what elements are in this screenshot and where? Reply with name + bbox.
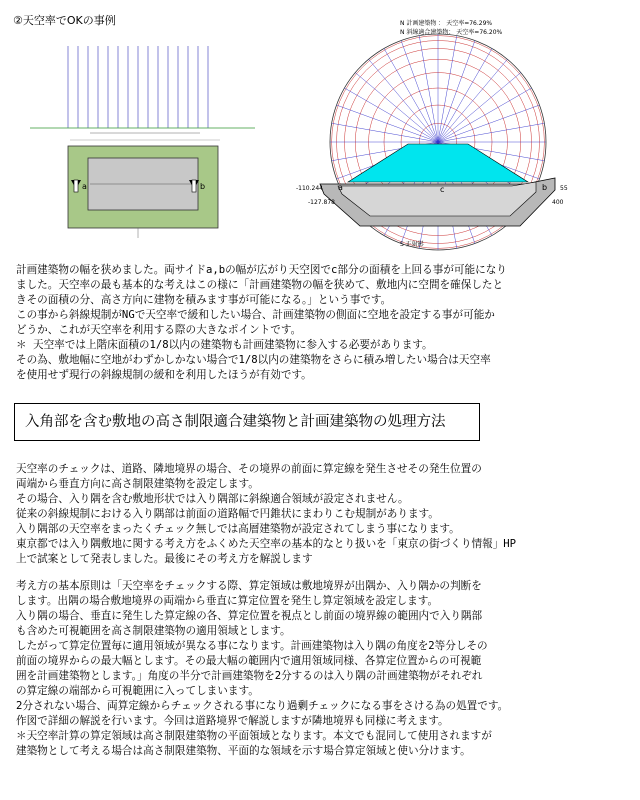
legend-planned: N 計画建築物 ： 天空率=76.29% xyxy=(400,20,493,27)
text-line: 東京都では入り隅敷地に関する考え方をふくめた天空率の基本的なとり扱いを「東京の街づくり情報」HP xyxy=(16,538,517,550)
paragraph-3 xyxy=(16,579,626,759)
text-line: その為、敷地幅に空地がわずかしかない場合で1/8以内の建築物をさらに積み増したい場合は天空率 xyxy=(16,354,491,366)
text-line: ました。天空率の最も基本的な考えはこの様に「計画建築物の幅を狭めて、敷地内に空間を確保したと xyxy=(16,279,504,291)
text-line: 囲を計画建築物とします。」角度の半分で計画建築物を2分するのは入り隅の計画建築物がそれぞれ xyxy=(16,670,483,682)
text-line: 上で試案として発表しました。最後にその考え方を解説します xyxy=(16,553,313,565)
section-heading: 入角部を含む敷地の高さ制限適合建築物と計画建築物の処理方法 xyxy=(14,403,480,441)
value-left-1: -110.244 xyxy=(296,185,323,192)
text-line: 従来の斜線規制における入り隅部は前面の道路幅で円錐状にまわりこむ規制があります。 xyxy=(16,508,439,520)
value-right-1: 55 xyxy=(560,185,568,192)
text-line: 計画建築物の幅を狭めました。両サイドa,bの幅が広がり天空図でc部分の面積を上回る事が可能になり xyxy=(16,264,507,276)
value-left-2: -127.878 xyxy=(308,199,335,206)
paragraph-1 xyxy=(16,263,626,383)
value-right-2: 400 xyxy=(552,199,564,206)
text-line: ＊天空率計算の算定領域は高さ制限建築物の平面領域となります。本文でも混同して使用されますが xyxy=(16,730,492,742)
text-line: きその面積の分、高さ方向に建物を積みます事が可能になる。」という事です。 xyxy=(16,294,392,306)
text-line: も含めた可視範囲を高さ制限建築物の適用領域とします。 xyxy=(16,625,291,637)
paragraph-2 xyxy=(16,462,626,567)
text-line: その場合、入り隅を含む敷地形状では入り隅部に斜線適合領域が設定されません。 xyxy=(16,493,409,505)
text-line: 天空率のチェックは、道路、隣地境界の場合、その境界の前面に算定線を発生させその発生位置の xyxy=(16,463,482,475)
label-a: a xyxy=(338,183,343,192)
legend-conforming: N 斜線適合建築物： 天空率=76.20% xyxy=(400,29,503,36)
label-a-left: a xyxy=(82,182,87,191)
label-b: b xyxy=(542,183,548,192)
text-line: 前面の境界からの最大幅とします。その最大幅の範囲内で適用領域同様、各算定位置からの可視範 xyxy=(16,655,482,667)
site-plan-figure xyxy=(30,28,255,258)
text-line: 考え方の基本原則は「天空率をチェックする際、算定領域は敷地境界が出隅か、入り隅かの判断を xyxy=(16,580,482,592)
text-line: を使用せず現行の斜線規制の緩和を利用したほうが有効です。 xyxy=(16,369,312,381)
label-c: c xyxy=(440,185,445,194)
text-line: 入り隅部の天空率をまったくチェック無しでは高層建築物が設定されてしまう事になります。 xyxy=(16,523,460,535)
text-line: この事から斜線規制がNGで天空率で緩和したい場合、計画建築物の側面に空地を設定する事が可能か xyxy=(16,309,495,321)
text-line: 作図で詳細の解説を行います。今回は道路境界で解説しますが隣地境界も同様に考えます。 xyxy=(16,715,449,727)
text-line: 入り隅の場合、垂直に発生した算定線の各、算定位置を視点とし前面の境界線の範囲内で入り隅部 xyxy=(16,610,483,622)
bottom-label: S 正射影 xyxy=(400,241,424,248)
text-line: 建築物として考える場合は高さ制限建築物、平面的な領域を示す場合算定領域と使い分けます。 xyxy=(16,745,471,757)
sky-map-figure xyxy=(290,14,625,260)
text-line: したがって算定位置毎に適用領域が異なる事になります。計画建築物は入り隅の角度を2等分しその xyxy=(16,640,488,652)
text-line: します。出隅の場合敷地境界の両端から垂直に算定位置を発生し算定領域を設定します。 xyxy=(16,595,439,607)
text-line: ＊ 天空率では上階床面積の1/8以内の建築物も計画建築物に参入する必要があります。 xyxy=(16,339,433,351)
text-line: 2分されない場合、両算定線からチェックされる事になり過剰チェックになる事をさける為の処置です。 xyxy=(16,700,509,712)
text-line: の算定線の端部から可視範囲に入ってしまいます。 xyxy=(16,685,259,697)
text-line: どうか、これが天空率を利用する際の大きなポイントです。 xyxy=(16,324,302,336)
elevation-columns xyxy=(68,46,208,128)
text-line: 両端から垂直方向に高さ制限建築物を設定します。 xyxy=(16,478,259,490)
figure-title: ②天空率でOKの事例 xyxy=(13,14,116,27)
sky-portion-c xyxy=(348,144,528,182)
label-b-left: b xyxy=(200,182,206,191)
